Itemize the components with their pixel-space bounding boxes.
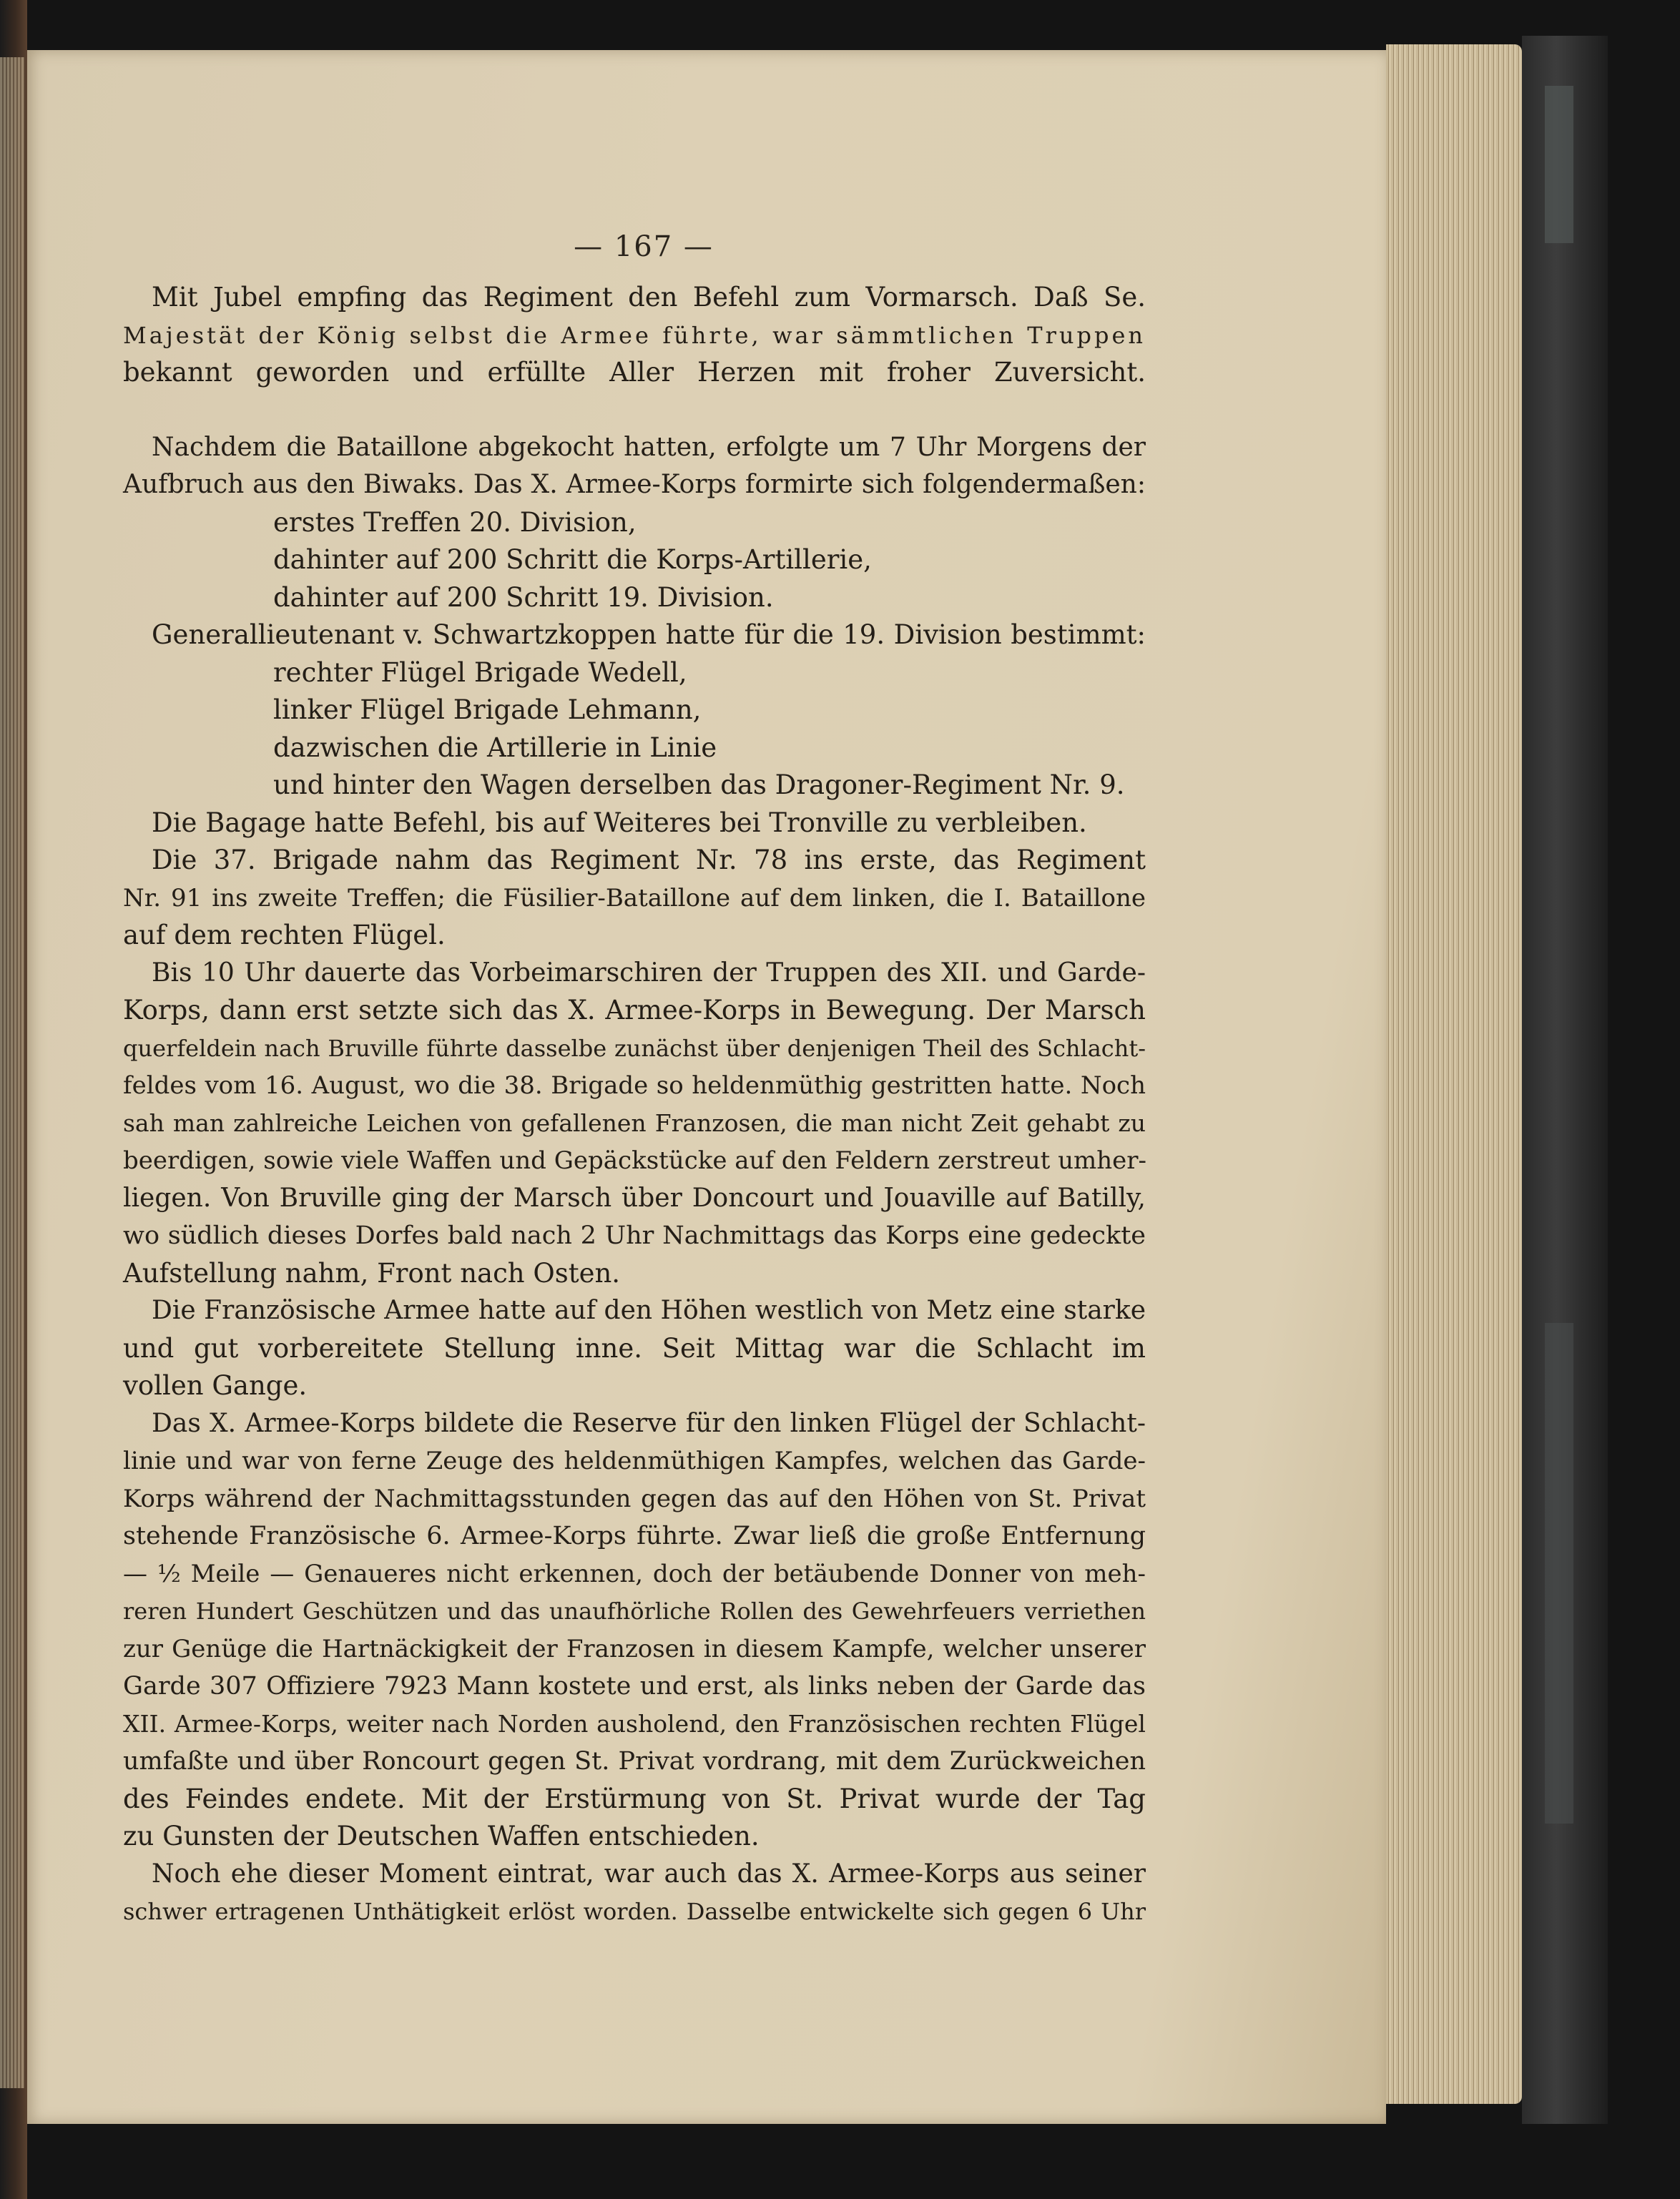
text-line: stehende Französische 6. Armee-Korps führte. Zwar ließ die große Entfernung xyxy=(123,1522,1146,1550)
text-line: umfaßte und über Roncourt gegen St. Privat vordrang, mit dem Zurückweichen xyxy=(123,1747,1146,1776)
text-line: reren Hundert Geschützen und das unaufhörliche Rollen des Gewehrfeuers verriethen xyxy=(123,1598,1146,1625)
text-line: schwer ertragenen Unthätigkeit erlöst worden. Dasselbe entwickelte sich gegen 6 Uhr xyxy=(123,1898,1146,1925)
text-line: vollen Gange. xyxy=(123,1370,308,1401)
text-line: auf dem rechten Flügel. xyxy=(123,920,446,950)
page-number: — 167 — xyxy=(574,230,714,263)
text-line: Aufstellung nahm, Front nach Osten. xyxy=(123,1257,621,1289)
page-stack-edges xyxy=(1386,44,1522,2104)
text-line: XII. Armee-Korps, weiter nach Norden ausholend, den Französischen rechten Flügel xyxy=(123,1709,1146,1738)
text-line: beerdigen, sowie viele Waffen und Gepäckstücke auf den Feldern zerstreut umher- xyxy=(123,1146,1147,1175)
text-line: feldes vom 16. August, wo die 38. Brigade so heldenmüthig gestritten hatte. Noch xyxy=(123,1071,1146,1100)
text-line: Majestät der König selbst die Armee führte, war sämmtlichen Truppen xyxy=(123,321,1146,349)
text-line: Die Französische Armee hatte auf den Höhen westlich von Metz eine starke xyxy=(152,1296,1146,1325)
text-line: des Feindes endete. Mit der Erstürmung von St. Privat wurde der Tag xyxy=(123,1783,1146,1814)
text-line: Aufbruch aus den Biwaks. Das X. Armee-Korps formirte sich folgendermaßen: xyxy=(123,470,1146,499)
text-line: Mit Jubel empfing das Regiment den Befehl zum Vormarsch. Daß Se. xyxy=(152,282,1146,313)
text-line: Korps während der Nachmittagsstunden gegen das auf den Höhen von St. Privat xyxy=(123,1484,1146,1513)
text-line: liegen. Von Bruville ging der Marsch über Doncourt und Jouaville auf Batilly, xyxy=(123,1183,1146,1213)
list-item: und hinter den Wagen derselben das Dragoner-Regiment Nr. 9. xyxy=(273,769,1125,800)
text-line: wo südlich dieses Dorfes bald nach 2 Uhr Nachmittags das Korps eine gedeckte xyxy=(123,1221,1146,1250)
list-item: dazwischen die Artillerie in Linie xyxy=(273,732,717,763)
list-item: erstes Treffen 20. Division, xyxy=(273,506,637,538)
list-item: linker Flügel Brigade Lehmann, xyxy=(273,694,702,725)
text-line: Nr. 91 ins zweite Treffen; die Füsilier-Bataillone auf dem linken, die I. Bataillone xyxy=(123,883,1146,912)
text-line: sah man zahlreiche Leichen von gefallenen Franzosen, die man nicht Zeit gehabt zu xyxy=(123,1108,1146,1137)
text-line: und gut vorbereitete Stellung inne. Seit Mittag war die Schlacht im xyxy=(123,1332,1146,1364)
left-page-edges xyxy=(0,57,24,2088)
text-line: Die Bagage hatte Befehl, bis auf Weiteres bei Tronville zu verbleiben. xyxy=(152,807,1087,838)
text-line: Korps, dann erst setzte sich das X. Armee-Korps in Bewegung. Der Marsch xyxy=(123,995,1146,1025)
text-line: linie und war von ferne Zeuge des heldenmüthigen Kampfes, welchen das Garde- xyxy=(123,1447,1146,1475)
text-line: querfeldein nach Bruville führte dasselbe zunächst über denjenigen Theil des Schlacht- xyxy=(123,1034,1146,1062)
text-line: bekannt geworden und erfüllte Aller Herzen mit froher Zuversicht. xyxy=(123,357,1146,388)
text-line: Die 37. Brigade nahm das Regiment Nr. 78 ins erste, das Regiment xyxy=(152,845,1146,875)
cover-strip xyxy=(1545,86,1573,243)
text-line: Garde 307 Offiziere 7923 Mann kostete und erst, als links neben der Garde das xyxy=(123,1672,1146,1701)
text-line: zur Genüge die Hartnäckigkeit der Franzosen in diesem Kampfe, welcher unserer xyxy=(123,1634,1146,1663)
text-line: Das X. Armee-Korps bildete die Reserve für den linken Flügel der Schlacht- xyxy=(152,1408,1146,1438)
list-item: dahinter auf 200 Schritt 19. Division. xyxy=(273,581,774,613)
text-line: zu Gunsten der Deutschen Waffen entschieden. xyxy=(123,1821,760,1851)
text-line: Nachdem die Bataillone abgekocht hatten, erfolgte um 7 Uhr Morgens der xyxy=(152,432,1146,462)
paragraph-gap xyxy=(123,392,1146,429)
cover-strip xyxy=(1545,1323,1573,1824)
text-line: Noch ehe dieser Moment eintrat, war auch das X. Armee-Korps aus seiner xyxy=(152,1859,1146,1889)
list-item: rechter Flügel Brigade Wedell, xyxy=(273,656,687,688)
list-item: dahinter auf 200 Schritt die Korps-Artillerie, xyxy=(273,544,872,575)
text-line: Bis 10 Uhr dauerte das Vorbeimarschiren der Truppen des XII. und Garde- xyxy=(152,958,1146,988)
page-body xyxy=(123,279,1146,1931)
text-line: — ½ Meile — Genaueres nicht erkennen, doch der betäubende Donner von meh- xyxy=(123,1559,1146,1588)
text-line: Generallieutenant v. Schwartzkoppen hatte für die 19. Division bestimmt: xyxy=(152,619,1146,650)
